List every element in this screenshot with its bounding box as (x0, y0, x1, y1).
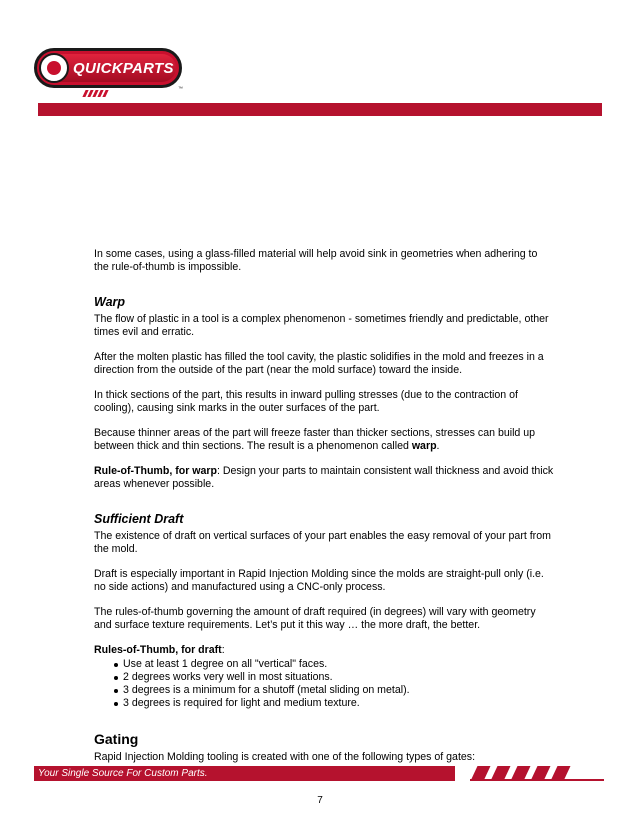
warp-paragraph-3: In thick sections of the part, this results in inward pulling stresses (due to the contraction of cooling), causing sink marks in the outer surfaces of the part. (94, 389, 518, 414)
warp-rule: Rule-of-Thumb, for warp: Design your parts to maintain consistent wall thickness and avoid thick areas whenever possible. (94, 465, 554, 490)
bullet-icon (114, 663, 118, 667)
warp-paragraph-4: Because thinner areas of the part will freeze faster than thicker sections, stresses can build up between thick and thin sections. The result is a phenomenon called warp. (94, 427, 536, 452)
page-content (94, 248, 554, 764)
draft-rules-label: Rules-of-Thumb, for draft (94, 644, 222, 656)
draft-heading: Sufficient Draft (94, 512, 184, 526)
warp-term: warp (411, 440, 437, 452)
list-item: 3 degrees is required for light and medium texture. (94, 697, 554, 710)
draft-rules: Rules-of-Thumb, for draft: (94, 644, 225, 656)
footer-tagline: Your Single Source For Custom Parts. (38, 768, 208, 779)
draft-paragraph-3: The rules-of-thumb governing the amount of draft required (in degrees) will vary with geometry and surface texture requirements. Let’s put it this way … the more draft, the better. (94, 606, 536, 631)
logo-emblem-icon (39, 53, 69, 83)
gating-heading: Gating (94, 731, 139, 747)
logo-trademark: ™ (178, 86, 183, 92)
page-number: 7 (317, 795, 323, 806)
bullet-icon (114, 702, 118, 706)
list-item: Use at least 1 degree on all "vertical" faces. (94, 658, 554, 671)
header-bar (38, 103, 602, 116)
warp-paragraph-2: After the molten plastic has filled the tool cavity, the plastic solidifies in the mold and freezes in a direction from the outside of the part (near the mold surface) toward the inside. (94, 351, 544, 376)
intro-paragraph: In some cases, using a glass-filled material will help avoid sink in geometries when adhering to the rule-of-thumb is impossible. (94, 248, 538, 273)
draft-paragraph-1: The existence of draft on vertical surfaces of your part enables the easy removal of your part from the mold. (94, 530, 551, 555)
quickparts-logo (34, 48, 186, 100)
logo-badge (34, 48, 182, 88)
draft-paragraph-2: Draft is especially important in Rapid Injection Molding since the molds are straight-pull only (i.e. no side actions) and manufactured using a CNC-only process. (94, 568, 544, 593)
logo-stripes (84, 84, 124, 92)
warp-paragraph-1: The flow of plastic in a tool is a complex phenomenon - sometimes friendly and predictable, other times evil and erratic. (94, 313, 549, 338)
warp-rule-label: Rule-of-Thumb, for warp (94, 465, 217, 477)
bullet-icon (114, 676, 118, 680)
bullet-icon (114, 689, 118, 693)
footer-underline (470, 779, 604, 781)
draft-bullet-list (94, 658, 554, 710)
list-item: 2 degrees works very well in most situations. (94, 671, 554, 684)
warp-heading: Warp (94, 295, 126, 309)
gating-paragraph-1: Rapid Injection Molding tooling is created with one of the following types of gates: (94, 751, 476, 763)
logo-text: QUICKPARTS (73, 60, 174, 77)
list-item: 3 degrees is a minimum for a shutoff (metal sliding on metal). (94, 684, 554, 697)
